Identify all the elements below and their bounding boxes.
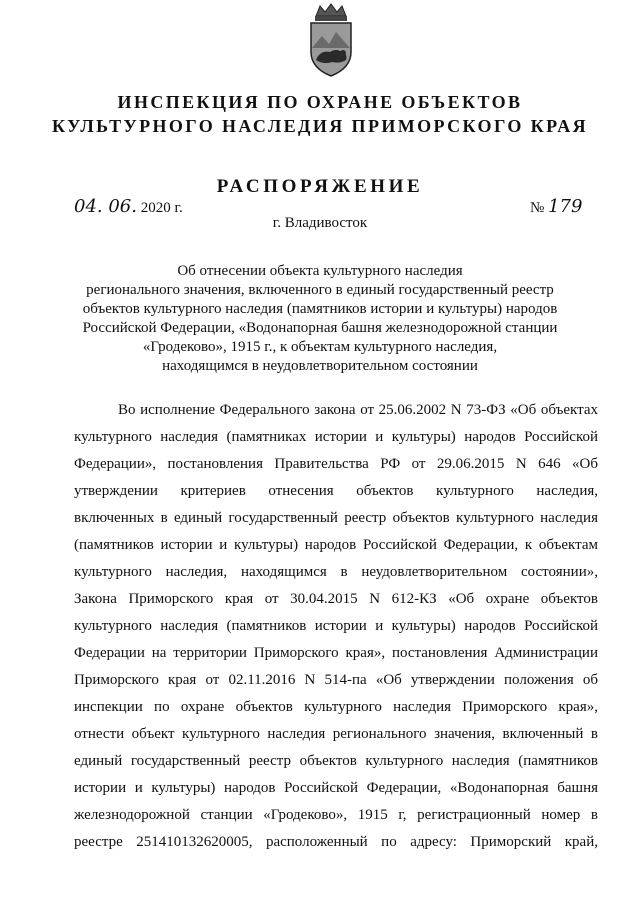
body-line: железнодорожной станции «Гродеково», 1915 г, регистрационный номер в <box>74 807 598 823</box>
body-line: (памятников истории и культуры) народов Российской Федерации, к объектам <box>74 537 598 553</box>
body-line: Федерации на территории Приморского края», постановления Администрации <box>74 645 598 661</box>
subject-line: Российской Федерации, «Водонапорная башня железнодорожной станции <box>82 320 558 336</box>
body-line: Федерации», постановления Правительства РФ от 29.06.2015 N 646 «Об <box>74 456 598 472</box>
document-number <box>530 196 582 217</box>
body-line: Во исполнение Федерального закона от 25.06.2002 N 73-ФЗ «Об объектах <box>118 402 598 418</box>
subject-line: находящимся в неудовлетворительном состоянии <box>162 358 478 374</box>
date-handwritten: 04. 06. <box>74 196 137 217</box>
document-city: г. Владивосток <box>272 215 368 231</box>
body-line: культурного наследия (памятников истории и культуры) народов Российской <box>74 618 598 634</box>
coat-of-arms-icon <box>302 2 360 78</box>
body-line: культурного наследия (памятниках истории и культуры) народов Российской <box>74 429 598 445</box>
document-subject <box>60 262 580 376</box>
body-line: культурного наследия, находящимся в неудовлетворительном состоянии», <box>74 564 598 580</box>
organization-name-line-2: КУЛЬТУРНОГО НАСЛЕДИЯ ПРИМОРСКОГО КРАЯ <box>51 116 588 136</box>
body-line: инспекции по охране объектов культурного наследия Приморского края», <box>74 699 598 715</box>
body-line: включенных в единый государственный реестр объектов культурного наследия <box>74 510 598 526</box>
subject-line: регионального значения, включенного в единый государственный реестр <box>86 282 554 298</box>
subject-line: Об отнесении объекта культурного наследия <box>177 263 463 279</box>
organization-name-line-1: ИНСПЕКЦИЯ ПО ОХРАНЕ ОБЪЕКТОВ <box>117 92 523 112</box>
number-handwritten: 179 <box>548 196 583 217</box>
number-label: № <box>530 200 545 216</box>
body-line: Приморского края от 02.11.2016 N 514-па «Об утверждении положения об <box>74 672 598 688</box>
body-line: истории и культуры) народов Российской Федерации, «Водонапорная башня <box>74 780 598 796</box>
body-line: отнести объект культурного наследия регионального значения, включенный в <box>74 726 598 742</box>
body-line: Закона Приморского края от 30.04.2015 N 612-КЗ «Об охране объектов <box>74 591 598 607</box>
subject-line: «Гродеково», 1915 г., к объектам культурного наследия, <box>142 339 498 355</box>
document-title: РАСПОРЯЖЕНИЕ <box>216 176 424 197</box>
body-line: реестре 251410132620005, расположенный по адресу: Приморский край, <box>74 834 598 850</box>
body-line: утверждении критериев отнесения объектов культурного наследия, <box>74 483 598 499</box>
body-line: единый государственный реестр объектов культурного наследия (памятников <box>74 753 598 769</box>
date-year: 2020 г. <box>140 200 183 216</box>
subject-line: объектов культурного наследия (памятников истории и культуры) народов <box>82 301 558 317</box>
document-date <box>74 196 183 217</box>
